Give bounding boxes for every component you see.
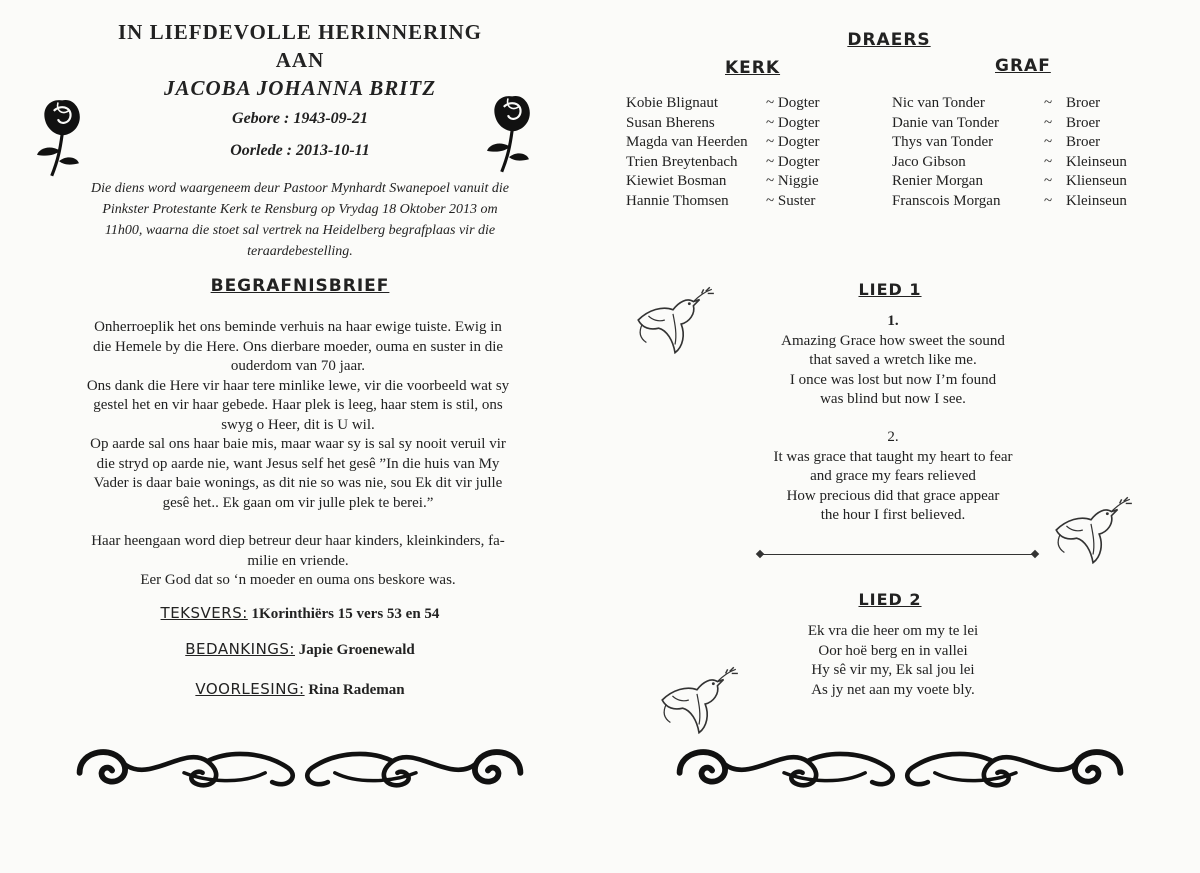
bedankings-line [0, 640, 600, 659]
letter-line: milie en vriende. [247, 552, 349, 569]
bearer-relation: Kleinseun [1066, 153, 1127, 170]
bearer-name: Nic van Tonder [892, 95, 985, 111]
letter-line: Eer God dat so ‘n moeder en ouma ons beskore was. [140, 572, 456, 588]
service-line: Die diens word waargeneem deur Pastoor Mynhardt Swanepoel vanuit die [91, 181, 509, 196]
bearer-tilde: ~ [1044, 134, 1053, 150]
lyric-line: As jy net aan my voete bly. [811, 681, 975, 698]
graf-heading: GRAF [995, 56, 1051, 76]
service-line: Pinkster Protestante Kerk te Rensburg op Vrydag 18 Oktober 2013 om [102, 202, 498, 217]
bearer-relation: Klienseun [1066, 173, 1127, 189]
letter-line: Haar heengaan word diep betreur deur haar kinders, kleinkinders, fa- [91, 533, 505, 549]
bearer-relation: Kleinseun [1066, 192, 1127, 209]
voorlesing-value: Rina Rademan [308, 682, 405, 698]
bearer-name: Kiewiet Bosman [626, 173, 727, 189]
bearer-name: Kobie Blignaut [626, 95, 719, 111]
kerk-bearers-relations [766, 94, 820, 211]
rose-icon [28, 92, 88, 180]
bearer-name: Thys van Tonder [892, 134, 994, 150]
letter-line: ouderdom van 70 jaar. [230, 358, 366, 374]
dove-icon [1046, 482, 1138, 578]
right-page [600, 0, 1200, 873]
divider-line [760, 554, 1035, 555]
bearer-relation: ~ Suster [766, 192, 816, 209]
death-date: Oorlede : 2013-10-11 [230, 142, 370, 159]
birth-date: Gebore : 1943-09-21 [232, 110, 368, 127]
rose-icon [478, 88, 538, 176]
divider-dot [1031, 550, 1039, 558]
bearer-tilde: ~ [1044, 192, 1053, 209]
bearer-relation: Broer [1066, 95, 1101, 111]
letter-line: swyg o Heer, dit is U wil. [221, 416, 375, 433]
bearer-name: Danie van Tonder [892, 114, 999, 131]
bearer-relation: ~ Dogter [766, 153, 820, 170]
graf-bearers-relations [1066, 94, 1127, 211]
kerk-bearers-names [626, 94, 748, 211]
teksvers-line [0, 604, 600, 623]
scroll-ornament-icon [50, 738, 550, 796]
lied1-verse1 [600, 312, 1186, 410]
lyric-line: Ek vra die heer om my te lei [807, 623, 979, 639]
bearer-name: Franscois Morgan [892, 192, 1001, 209]
letter-line: gesê het.. Ek gaan om vir julle plek te berei.” [162, 494, 434, 511]
verse-number: 2. [887, 429, 899, 445]
bearer-relation: ~ Dogter [766, 114, 820, 131]
bearer-relation: ~ Niggie [766, 173, 819, 189]
service-line: teraardebestelling. [247, 244, 353, 259]
lyric-line: Amazing Grace how sweet the sound [781, 332, 1005, 349]
letter-line: gestel het en vir haar gebede. Haar plek is leeg, haar stem is stil, ons [93, 397, 503, 413]
bearer-relation: Broer [1066, 114, 1101, 131]
teksvers-value: 1Korinthiërs 15 vers 53 en 54 [251, 606, 440, 622]
deceased-name: JACOBA JOHANNA BRITZ [163, 76, 437, 100]
bearer-relation: Broer [1066, 134, 1101, 150]
kerk-heading: KERK [725, 58, 781, 78]
bearer-tilde: ~ [1044, 114, 1053, 131]
verse-number: 1. [887, 313, 899, 329]
lyric-line: was blind but now I see. [820, 391, 966, 407]
funeral-letter [58, 318, 538, 591]
bearer-name: Hannie Thomsen [626, 192, 729, 209]
bearer-tilde: ~ [1044, 153, 1053, 170]
lyric-line: the hour I first believed. [820, 507, 966, 523]
teksvers-label: TEKSVERS: [160, 604, 248, 622]
bearer-name: Renier Morgan [892, 173, 983, 189]
lyric-line: and grace my fears relieved [810, 468, 976, 484]
letter-gap [58, 513, 538, 532]
lied1-heading: LIED 1 [858, 280, 922, 299]
bearer-tilde: ~ [1044, 95, 1053, 111]
service-line: 11h00, waarna die stoet sal vertrek na Heidelberg begrafplaas vir die [104, 223, 496, 238]
memorial-title-aan: AAN [275, 48, 325, 72]
letter-line: die stryd op aarde nie, want Jesus self het gesê ”In die huis van My [96, 455, 500, 472]
begrafnisbrief-heading: BEGRAFNISBRIEF [210, 276, 390, 296]
bearer-name: Magda van Heerden [626, 134, 748, 150]
bearer-name: Trien Breytenbach [626, 153, 738, 170]
voorlesing-label: VOORLESING: [195, 680, 305, 698]
bearer-tilde: ~ [1044, 173, 1053, 189]
graf-bearers-tildes [1044, 94, 1052, 211]
draers-heading: DRAERS [847, 30, 931, 50]
voorlesing-line [0, 680, 600, 699]
letter-line: die Hemele by die Here. Ons dierbare moeder, ouma en suster in die [92, 338, 504, 355]
lied2-heading: LIED 2 [858, 590, 922, 609]
letter-line: Onherroeplik het ons beminde verhuis na haar ewige tuiste. Ewig in [94, 319, 502, 335]
bearer-relation: ~ Dogter [766, 134, 820, 150]
lyric-line: I once was lost but now I’m found [789, 371, 997, 388]
letter-line: Op aarde sal ons haar baie mis, maar waar sy is sal sy nooit veruil vir [90, 436, 506, 452]
lyric-line: It was grace that taught my heart to fear [773, 448, 1013, 465]
lyric-line: Oor hoë berg en in vallei [818, 642, 968, 659]
bedankings-value: Japie Groenewald [298, 642, 415, 658]
bedankings-label: BEDANKINGS: [185, 640, 295, 658]
bearer-name: Susan Bherens [626, 114, 715, 131]
lyric-line: How precious did that grace appear [786, 487, 1000, 504]
graf-bearers-names [892, 94, 1000, 211]
letter-line: Vader is daar baie wonings, as dit nie so was nie, sou Ek dit vir julle [93, 475, 503, 491]
letter-line: Ons dank die Here vir haar tere minlike lewe, vir die voorbeeld wat sy [86, 377, 510, 394]
divider-dot [756, 550, 764, 558]
bearer-name: Jaco Gibson [892, 153, 966, 170]
lyric-line: Hy sê vir my, Ek sal jou lei [811, 662, 975, 678]
scroll-ornament-icon [650, 738, 1150, 796]
bearer-relation: ~ Dogter [766, 95, 820, 111]
service-details [60, 178, 540, 262]
lyric-line: that saved a wretch like me. [809, 352, 977, 368]
memorial-title: IN LIEFDEVOLLE HERINNERING [118, 20, 482, 44]
dove-icon [652, 652, 744, 748]
